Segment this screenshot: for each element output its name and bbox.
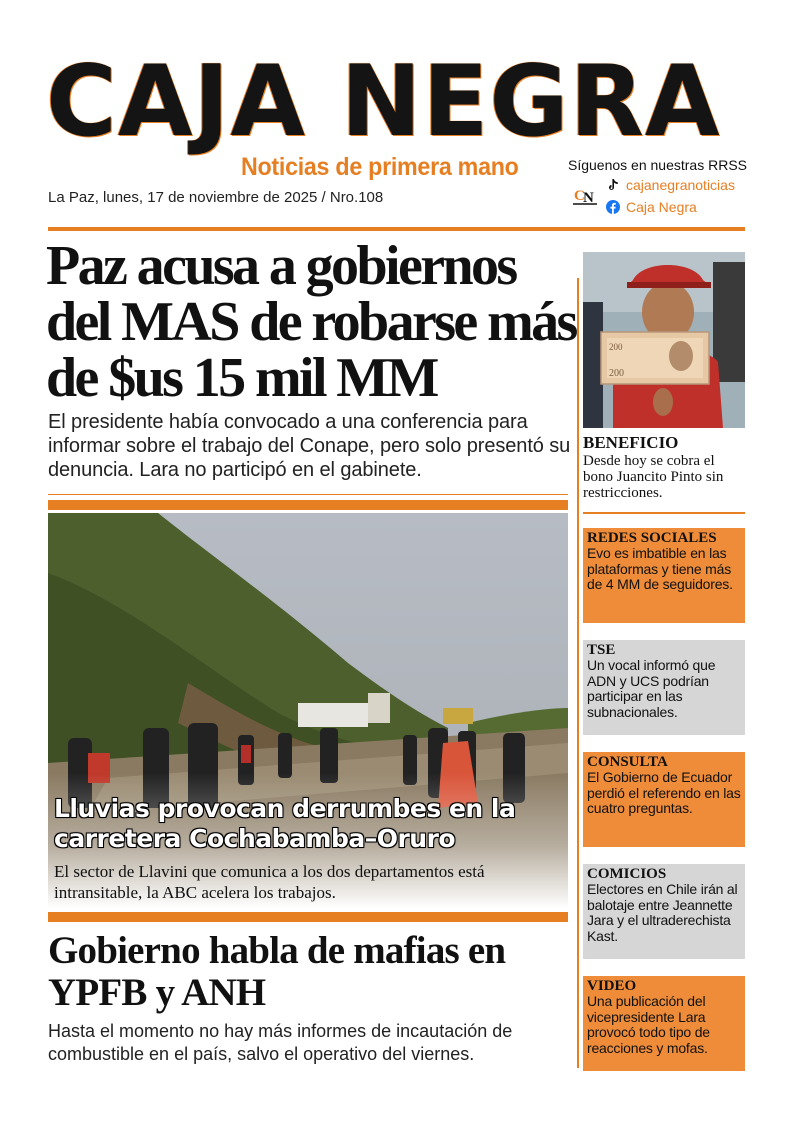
box-text: Evo es imbatible en las plataformas y tiene más de 4 MM de seguidores. <box>587 545 733 592</box>
newspaper-title: CAJA NEGRA <box>46 45 721 159</box>
svg-text:200: 200 <box>609 368 624 379</box>
svg-text:200: 200 <box>609 342 623 352</box>
photo-headline[interactable]: Lluvias provocan derrumbes en la carretera Cochabamba–Oruro <box>54 794 516 853</box>
second-headline[interactable]: Gobierno habla de mafias en YPFB y ANH <box>48 929 506 1014</box>
social-title: Síguenos en nuestras RRSS <box>568 157 747 173</box>
sidebar-first-text[interactable]: Desde hoy se cobra el bono Juancito Pinto sin restricciones. <box>583 453 724 501</box>
header-rule <box>48 227 745 231</box>
box-kicker: REDES SOCIALES <box>587 530 717 546</box>
sidebar-box-redes-sociales[interactable] <box>583 528 745 623</box>
svg-text:C: C <box>574 188 585 204</box>
tiktok-handle: cajanegranoticias <box>626 177 735 193</box>
tagline: Noticias de primera mano <box>241 153 519 181</box>
section-divider <box>48 494 568 495</box>
child-with-banknote-image <box>583 252 745 428</box>
masthead <box>46 45 746 162</box>
photo-deck: El sector de Llavini que comunica a los dos departamentos está intransitable, la ABC acelera los trabajos. <box>54 862 485 902</box>
svg-text:N: N <box>583 190 594 206</box>
tiktok-icon <box>606 178 620 192</box>
box-kicker: COMICIOS <box>587 866 667 882</box>
sidebar-box-consulta[interactable] <box>583 752 745 847</box>
sidebar-rule <box>577 278 579 1068</box>
sidebar-box-tse[interactable] <box>583 640 745 735</box>
dateline: La Paz, lunes, 17 de noviembre de 2025 / Nro.108 <box>48 189 384 206</box>
photo-top-rule <box>48 500 568 510</box>
photo-bottom-rule <box>48 912 568 922</box>
social-block <box>568 157 758 219</box>
second-deck: Hasta el momento no hay más informes de incautación de combustible en el país, salvo el operativo del viernes. <box>48 1021 513 1064</box>
lead-deck: El presidente había convocado a una conferencia para informar sobre el trabajo del Conape, pero solo presentó su denuncia. Lara no participó en el gabinete. <box>48 411 571 481</box>
cn-logo-icon <box>572 183 598 207</box>
box-text: Una publicación del vicepresidente Lara provocó todo tipo de reacciones y mofas. <box>587 993 710 1056</box>
facebook-link[interactable] <box>606 199 697 215</box>
sidebar-box-comicios[interactable] <box>583 864 745 959</box>
box-text: Electores en Chile irán al balotaje entre Jeannette Jara y el ultraderechista Kast. <box>587 881 738 944</box>
sidebar-photo[interactable] <box>583 252 745 428</box>
sidebar-first-kicker: BENEFICIO <box>583 433 679 452</box>
box-kicker: VIDEO <box>587 978 637 994</box>
sidebar-box-video[interactable] <box>583 976 745 1071</box>
box-text: El Gobierno de Ecuador perdió el referendo en las cuatro preguntas. <box>587 769 741 816</box>
lead-headline[interactable]: Paz acusa a gobiernos del MAS de robarse más de $us 15 mil MM <box>46 235 576 409</box>
tiktok-link[interactable] <box>606 177 735 193</box>
box-text: Un vocal informó que ADN y UCS podrían participar en las subnacionales. <box>587 657 716 720</box>
sidebar-divider <box>583 512 745 514</box>
box-kicker: CONSULTA <box>587 754 668 770</box>
box-kicker: TSE <box>587 642 616 658</box>
facebook-name: Caja Negra <box>626 199 697 215</box>
facebook-icon <box>606 200 620 214</box>
